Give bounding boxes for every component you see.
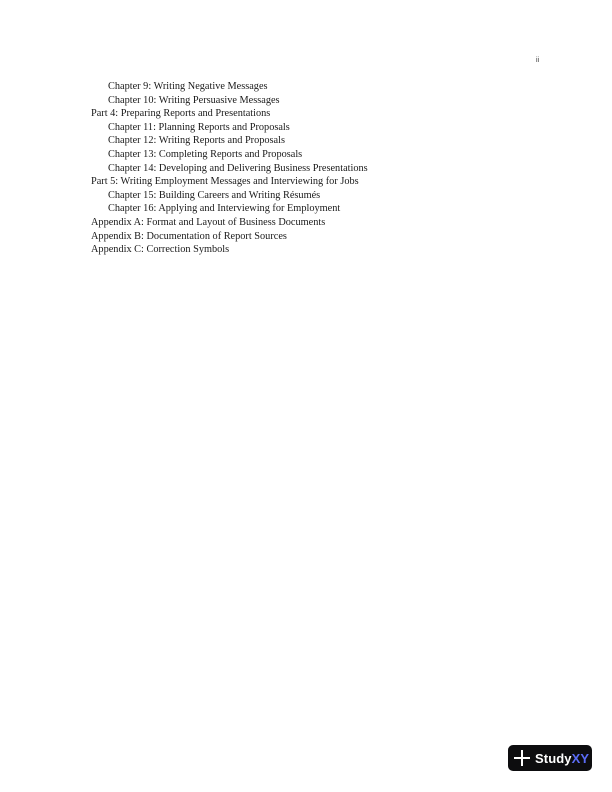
toc-entry: Part 4: Preparing Reports and Presentations <box>91 108 271 120</box>
plus-icon <box>514 750 530 766</box>
toc-entry: Appendix B: Documentation of Report Sources <box>91 230 287 242</box>
table-of-contents <box>91 80 368 257</box>
toc-entry: Chapter 12: Writing Reports and Proposals <box>108 135 285 147</box>
toc-entry: Chapter 13: Completing Reports and Proposals <box>108 148 303 160</box>
watermark-brand-accent: XY <box>571 750 590 766</box>
page-number: ii <box>536 57 540 64</box>
toc-entry: Chapter 9: Writing Negative Messages <box>108 81 268 92</box>
toc-entry: Chapter 14: Developing and Delivering Business Presentations <box>108 162 368 174</box>
toc-entry: Part 5: Writing Employment Messages and Interviewing for Jobs <box>91 176 359 188</box>
toc-entry: Appendix A: Format and Layout of Business Documents <box>91 216 326 228</box>
toc-entry: Appendix C: Correction Symbols <box>91 244 230 256</box>
studyxy-watermark[interactable] <box>508 745 592 771</box>
toc-entry: Chapter 15: Building Careers and Writing Résumés <box>108 189 321 201</box>
watermark-brand <box>535 751 589 766</box>
watermark-brand-primary: Study <box>535 750 572 766</box>
toc-entry: Chapter 10: Writing Persuasive Messages <box>108 94 280 106</box>
toc-entry: Chapter 16: Applying and Interviewing for Employment <box>108 203 341 215</box>
toc-entry: Chapter 11: Planning Reports and Proposals <box>108 121 290 133</box>
